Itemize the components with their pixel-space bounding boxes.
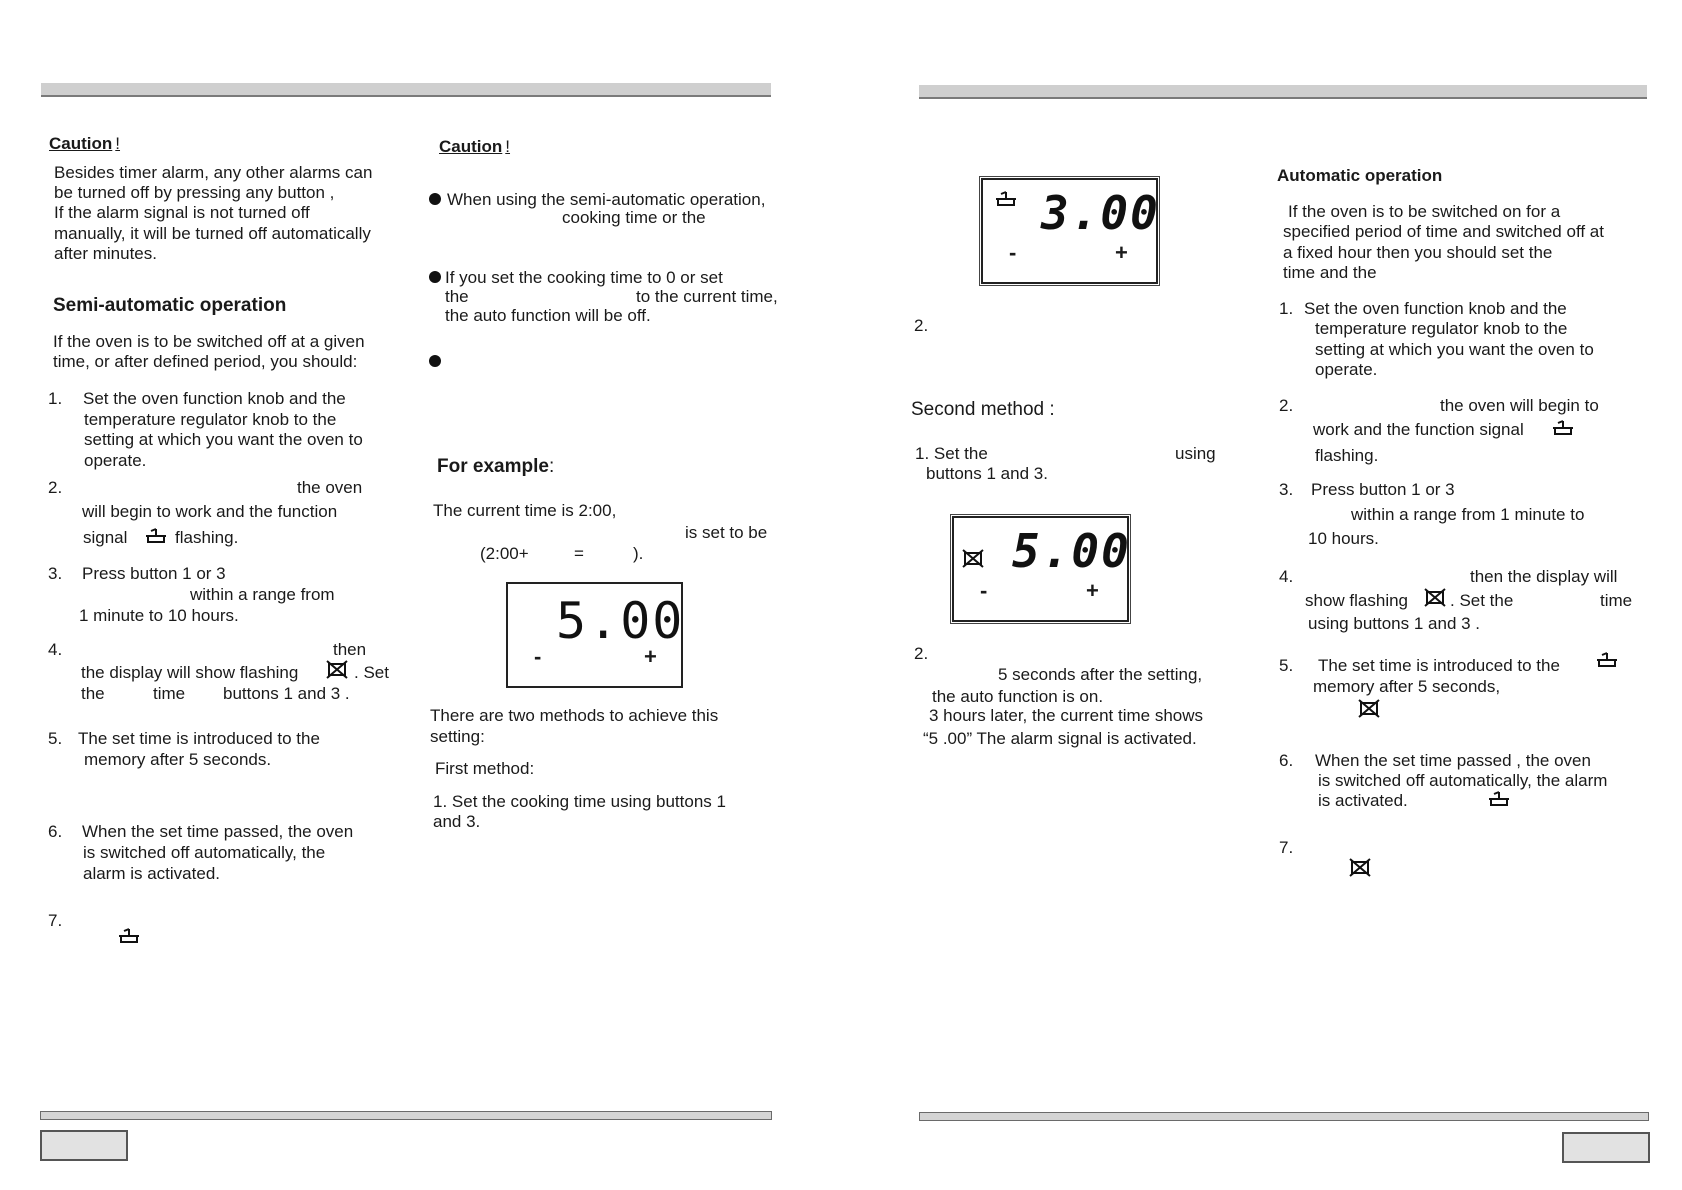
step-line: setting at which you want the oven to [84,430,363,449]
step-line: the oven [297,478,363,497]
alarm-cross-icon [326,659,348,679]
bullet [429,193,441,205]
alarm-cross-icon [1349,857,1371,877]
auto-intro-line: a fixed hour then you should set the [1283,243,1553,262]
step-line: using buttons 1 and 3 . [1308,614,1481,633]
step-number: 2. [48,478,63,497]
step-number: 4. [48,640,63,659]
step-line: signal [83,528,128,547]
step-line: operate. [1315,360,1378,379]
bullet-line: If you set the cooking time to 0 or set [445,268,723,287]
oven-pot-icon [1488,790,1510,810]
step-number: 6. [1279,751,1294,770]
lcd-display-example [506,582,683,688]
right-page-number-box [1562,1132,1650,1163]
step-line: The set time is introduced to the [1318,656,1560,675]
bullet [429,271,441,283]
semi-intro-line: time, or after defined period, you should: [53,352,358,371]
first-method-label: First method: [435,759,535,778]
step-line: then the display will [1470,567,1618,586]
step-line: is switched off automatically, the [83,843,326,862]
caution-heading-mid: Caution ! [439,137,511,156]
bullet-line: the auto function will be off. [445,306,651,325]
example-heading: For example: [437,456,555,477]
lcd-time-readout: 5.00 [1012,524,1131,578]
bullet-line: to the current time, [636,287,778,306]
plus-button[interactable]: + [644,644,657,669]
step-line: flashing. [1315,446,1379,465]
step-number: 2. [1279,396,1294,415]
step-line: Press button 1 or 3 [82,564,226,583]
bullet-line: the [445,287,469,306]
automatic-heading: Automatic operation [1277,166,1443,185]
plus-button[interactable]: + [1086,578,1099,603]
example-line: = [574,544,584,563]
step-number: 1. [1279,299,1294,318]
step-line: 10 hours. [1308,529,1379,548]
step-line: 1 minute to 10 hours. [79,606,239,625]
oven-pot-icon [1552,419,1574,439]
step-line: is switched off automatically, the alarm [1318,771,1608,790]
methods-line: setting: [430,727,485,746]
step-line: work and the function signal [1313,420,1524,439]
second-method-heading: Second method : [911,399,1055,420]
second-method-line: 5 seconds after the setting, [998,665,1203,684]
step-line: temperature regulator knob to the [1315,319,1568,338]
caution-line: manually, it will be turned off automatically [54,224,371,243]
lcd-display-bottom [952,516,1129,622]
second-method-line: 1. Set the [915,444,988,463]
step-line: will begin to work and the function [82,502,338,521]
semi-automatic-heading: Semi-automatic operation [53,295,287,316]
example-line: (2:00+ [480,544,529,563]
step-line: time [153,684,186,703]
left-page-number-box [40,1130,128,1161]
step-line: within a range from [190,585,335,604]
step-line: within a range from 1 minute to [1351,505,1585,524]
second-method-line: the auto function is on. [932,687,1104,706]
semi-intro-line: If the oven is to be switched off at a given [53,332,365,351]
right-footer-bar [919,1112,1649,1121]
step-number: 5. [48,729,63,748]
step-line: alarm is activated. [83,864,220,883]
alarm-cross-icon [1358,698,1380,718]
step-line: the [81,684,105,703]
minus-button[interactable]: - [1009,240,1017,265]
step-line: . Set [354,663,389,682]
step-line: operate. [84,451,147,470]
step-line: the display will show flashing [81,663,299,682]
step-number: 1. [48,389,63,408]
step-line: The set time is introduced to the [78,729,320,748]
step-number: 2. [914,644,929,663]
step-line: show flashing [1305,591,1409,610]
step-number: 6. [48,822,63,841]
right-header-bar [919,85,1647,99]
step-line: Set the oven function knob and the [83,389,346,408]
bullet [429,355,441,367]
lcd-time-readout: 3.00 [1041,186,1160,240]
step-number: 2. [914,316,929,335]
step-line: . Set the [1450,591,1514,610]
bullet-line: When using the semi-automatic operation, [447,190,766,209]
auto-intro-line: time and the [1283,263,1377,282]
oven-pot-icon [145,527,167,547]
step-line: temperature regulator knob to the [84,410,337,429]
step-number: 7. [48,911,63,930]
caution-line: be turned off by pressing any button , [54,183,335,202]
minus-button[interactable]: - [534,644,542,669]
example-line: The current time is 2:00, [433,501,617,520]
step-line: buttons 1 and 3 . [223,684,350,703]
step-line: memory after 5 seconds. [84,750,272,769]
step-line: is activated. [1318,791,1408,810]
caution-line: after minutes. [54,244,157,263]
example-line: ). [633,544,644,563]
lcd-display-top [981,178,1158,284]
first-method-line: 1. Set the cooking time using buttons 1 [433,792,726,811]
step-line: setting at which you want the oven to [1315,340,1594,359]
second-method-line: 3 hours later, the current time shows [929,706,1204,725]
step-line: flashing. [175,528,239,547]
step-line: When the set time passed, the oven [82,822,354,841]
step-number: 5. [1279,656,1294,675]
plus-button[interactable]: + [1115,240,1128,265]
bullet-line: cooking time or the [562,208,706,227]
step-line: Press button 1 or 3 [1311,480,1455,499]
second-method-line: buttons 1 and 3. [926,464,1048,483]
minus-button[interactable]: - [980,578,988,603]
oven-pot-icon [995,190,1017,210]
step-line: When the set time passed , the oven [1315,751,1591,770]
second-method-line: “5 .00” The alarm signal is activated. [923,729,1197,748]
auto-intro-line: specified period of time and switched off at [1283,222,1604,241]
auto-intro-line: If the oven is to be switched on for a [1288,202,1561,221]
left-header-bar [41,83,771,97]
example-line: is set to be [685,523,768,542]
left-footer-bar [40,1111,772,1120]
oven-pot-icon [118,927,140,947]
step-line: memory after 5 seconds, [1313,677,1501,696]
caution-line: If the alarm signal is not turned off [54,203,310,222]
step-line: Set the oven function knob and the [1304,299,1567,318]
step-number: 3. [1279,480,1294,499]
alarm-cross-icon [1424,587,1446,607]
first-method-line: and 3. [433,812,481,831]
step-line: the oven will begin to [1440,396,1599,415]
second-method-line: using [1175,444,1216,463]
step-line: then [333,640,367,659]
caution-line: Besides timer alarm, any other alarms can [54,163,373,182]
methods-line: There are two methods to achieve this [430,706,719,725]
alarm-cross-icon [962,548,984,568]
step-number: 4. [1279,567,1294,586]
step-number: 7. [1279,838,1294,857]
step-line: time [1600,591,1633,610]
step-number: 3. [48,564,63,583]
caution-heading-left: Caution ! [49,134,121,153]
lcd-time-readout: 5.00 [556,592,685,650]
oven-pot-icon [1596,651,1618,671]
